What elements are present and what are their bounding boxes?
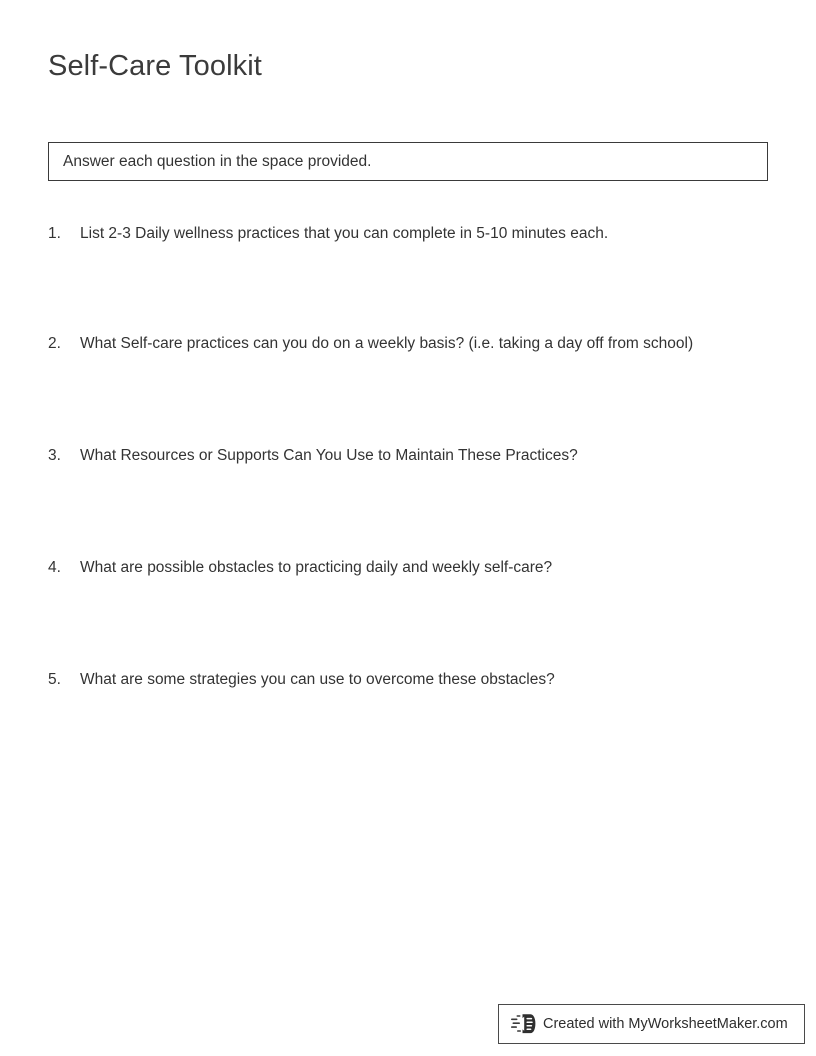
question-item	[48, 668, 770, 692]
question-number: 1.	[48, 225, 61, 242]
question-number: 5.	[48, 671, 61, 688]
question-item	[48, 556, 770, 580]
question-list	[48, 222, 770, 692]
page-title: Self-Care Toolkit	[48, 50, 262, 82]
question-number: 3.	[48, 447, 61, 464]
instruction-text: Answer each question in the space provided.	[63, 153, 372, 170]
question-item	[48, 444, 770, 468]
question-text: What are possible obstacles to practicing daily and weekly self-care?	[80, 559, 553, 576]
footer-attribution-text: Created with MyWorksheetMaker.com	[543, 1016, 788, 1032]
question-item	[48, 332, 770, 356]
question-number: 4.	[48, 559, 61, 576]
instruction-box	[48, 142, 768, 181]
question-text: What are some strategies you can use to overcome these obstacles?	[80, 671, 555, 688]
myworksheetmaker-logo-icon	[511, 1012, 537, 1036]
question-number: 2.	[48, 335, 61, 352]
question-text: What Resources or Supports Can You Use to Maintain These Practices?	[80, 447, 578, 464]
question-item	[48, 222, 770, 246]
question-text: What Self-care practices can you do on a weekly basis? (i.e. taking a day off from school)	[80, 335, 694, 352]
footer-attribution-badge[interactable]	[498, 1004, 805, 1044]
question-text: List 2-3 Daily wellness practices that you can complete in 5-10 minutes each.	[80, 225, 609, 242]
